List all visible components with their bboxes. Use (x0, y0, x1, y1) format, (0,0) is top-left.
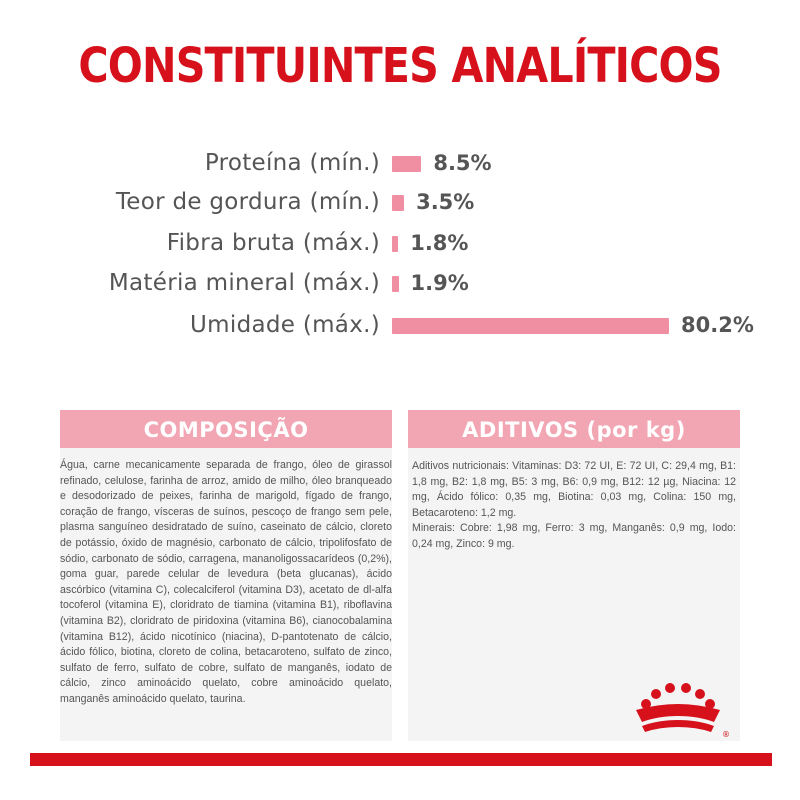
additives-header: ADITIVOS (por kg) (408, 410, 740, 448)
analytic-bar (392, 156, 421, 172)
crown-icon (628, 680, 734, 740)
additives-minerals-text: Minerais: Cobre: 1,98 mg, Ferro: 3 mg, Manganês: 0,9 mg, Iodo: 0,24 mg, Zinco: 9 mg. (412, 522, 736, 550)
page-title: CONSTITUINTES ANALÍTICOS (78, 38, 722, 94)
analytic-bar (392, 236, 398, 252)
analytic-value: 8.5% (433, 151, 492, 175)
analytic-label: Teor de gordura (mín.) (115, 189, 380, 215)
analytic-bar (392, 276, 399, 292)
analytic-row-moisture (0, 305, 800, 345)
analytic-row-fiber (0, 223, 800, 263)
analytic-value: 1.9% (410, 271, 469, 295)
footer-brand-bar (30, 753, 772, 766)
analytic-label: Proteína (mín.) (204, 150, 380, 176)
registered-mark: ® (722, 730, 730, 739)
composition-header: COMPOSIÇÃO (60, 410, 392, 448)
analytic-value: 80.2% (681, 313, 754, 337)
additives-nutritional-text: Aditivos nutricionais: Vitaminas: D3: 72 UI, E: 72 UI, C: 29,4 mg, B1: 1,8 mg, B2: 1,8 mg, B5: 3 mg, B6: 0,9 mg, B12: 12 µg, Niacina: 12 mg, Ácido fólico: 0,35 mg, Biotina: 0,03 mg, Colina: 150 mg, Betacaroteno: 1,2 mg. (412, 460, 736, 519)
analytic-row-mineral (0, 263, 800, 303)
composition-text: Água, carne mecanicamente separada de frango, óleo de girassol refinado, celulose, farinha de arroz, amido de milho, óleo branqueado e desodorizado de peixes, farinha de marigold, fígado de frango, coração de frango, vísceras de suínos, pescoço de frango sem pele, plasma sanguíneo desidratado de suíno, caseinato de cálcio, cloreto de potássio, óxido de magnésio, carbonato de cálcio, tripolifosfato de sódio, carbonato de sódio, carragena, mananoligossacarídeos (0,2%), goma guar, parede celular de levedura (beta glucanas), ácido ascórbico (vitamina C), colecalciferol (vitamina D3), acetato de dl-alfa tocoferol (vitamina E), cloridrato de tiamina (vitamina B1), riboflavina (vitamina B2), cloridrato de piridoxina (vitamina B6), cianocobalamina (vitamina B12), ácido nicotínico (niacina), D-pantotenato de cálcio, ácido fólico, biotina, cloreto de colina, betacaroteno, sulfato de zinco, sulfato de ferro, sulfato de cobre, sulfato de manganês, iodato de cálcio, zinco aminoácido quelato, cobre aminoácido quelato, manganês aminoácido quelato, taurina. (60, 459, 392, 705)
analytic-label: Fibra bruta (máx.) (166, 230, 380, 256)
analytic-row-fat (0, 182, 800, 222)
analytic-bar (392, 318, 669, 334)
analytic-value: 1.8% (410, 231, 469, 255)
analytic-label: Umidade (máx.) (190, 312, 380, 338)
analytic-row-protein (0, 143, 800, 183)
analytic-value: 3.5% (416, 190, 475, 214)
analytic-bar (392, 195, 404, 211)
analytic-label: Matéria mineral (máx.) (108, 270, 380, 296)
